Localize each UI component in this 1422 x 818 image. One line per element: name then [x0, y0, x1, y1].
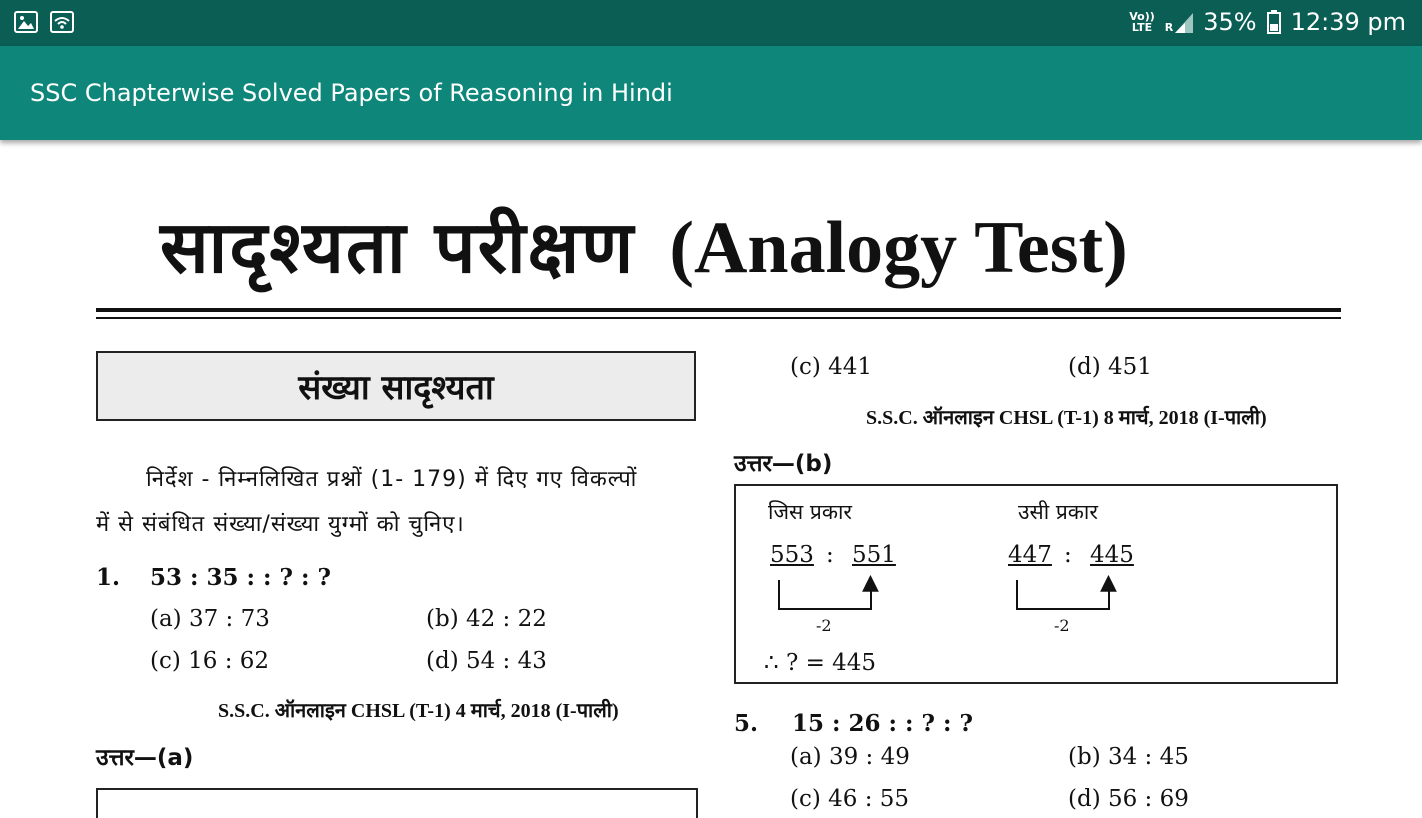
q1-option-c: (c) 16 : 62: [150, 648, 270, 674]
q1-option-b: (b) 42 : 22: [426, 606, 547, 632]
explanation-left-heading: जिस प्रकार: [768, 500, 852, 524]
q4-option-d: (d) 451: [1068, 354, 1152, 380]
volte-indicator: Vo)) LTE: [1129, 10, 1155, 34]
status-bar: [0, 0, 1422, 46]
explanation-left-colon: :: [826, 542, 834, 568]
q5-option-d: (d) 56 : 69: [1068, 786, 1189, 812]
q1-option-d: (d) 54 : 43: [426, 648, 547, 674]
title-rule-thin: [96, 317, 1341, 319]
battery-icon: [1267, 10, 1281, 34]
wifi-notification-icon: [50, 11, 74, 33]
explanation-left-first: 553: [770, 542, 814, 568]
q4-explanation-box: [734, 484, 1338, 684]
chapter-title-english: (Analogy Test): [669, 207, 1128, 289]
q5-option-b: (b) 34 : 45: [1068, 744, 1189, 770]
q4-option-c: (c) 441: [790, 354, 873, 380]
q1-answer: उत्तर—(a): [96, 745, 194, 771]
question-1-number: 1.: [96, 564, 121, 591]
q4-source: S.S.C. ऑनलाइन CHSL (T-1) 8 मार्च, 2018 (I-पाली): [866, 407, 1267, 429]
q1-source: S.S.C. ऑनलाइन CHSL (T-1) 4 मार्च, 2018 (I-पाली): [218, 700, 619, 722]
q4-answer: उत्तर—(b): [734, 451, 833, 477]
q5-option-a: (a) 39 : 49: [790, 744, 910, 770]
section-heading-box: [96, 351, 696, 421]
left-bracket: [778, 580, 872, 610]
instruction-line-1: निर्देश - निम्नलिखित प्रश्नों (1- 179) में दिए गए विकल्पों: [146, 467, 638, 492]
question-5-number: 5.: [734, 710, 759, 737]
explanation-right-colon: :: [1064, 542, 1072, 568]
explanation-conclusion: ∴ ? = 445: [764, 650, 877, 676]
chapter-title-hindi: सादृश्यता परीक्षण: [160, 205, 636, 289]
instruction-line-2: में से संबंधित संख्या/संख्या युग्मों को चुनिए।: [96, 512, 465, 537]
image-notification-icon: [14, 11, 38, 33]
explanation-right-heading: उसी प्रकार: [1018, 500, 1098, 524]
roaming-indicator: R: [1164, 21, 1174, 34]
title-rule-thick: [96, 308, 1341, 312]
left-arrow-up-icon: ▲: [862, 570, 879, 595]
right-arrow-up-icon: ▲: [1100, 570, 1117, 595]
q1-option-a: (a) 37 : 73: [150, 606, 270, 632]
explanation-left-diff: -2: [816, 616, 832, 635]
explanation-left-second: 551: [852, 542, 896, 568]
explanation-right-second: 445: [1090, 542, 1134, 568]
battery-percent: 35%: [1203, 8, 1257, 36]
right-bracket: [1016, 580, 1110, 610]
signal-bars-icon: [1175, 11, 1193, 33]
question-5-text: 15 : 26 : : ? : ?: [792, 710, 973, 737]
q1-explanation-box: [96, 788, 698, 818]
signal-icon: [1165, 11, 1193, 33]
chapter-title: [160, 196, 1280, 294]
explanation-right-diff: -2: [1054, 616, 1070, 635]
app-bar: [0, 46, 1422, 140]
clock: 12:39 pm: [1290, 8, 1406, 36]
q5-option-c: (c) 46 : 55: [790, 786, 910, 812]
app-title: SSC Chapterwise Solved Papers of Reasoning in Hindi: [30, 79, 673, 107]
question-1-text: 53 : 35 : : ? : ?: [150, 564, 331, 591]
document-page[interactable]: [0, 140, 1422, 812]
section-heading: संख्या सादृश्यता: [298, 368, 494, 408]
explanation-right-first: 447: [1008, 542, 1052, 568]
